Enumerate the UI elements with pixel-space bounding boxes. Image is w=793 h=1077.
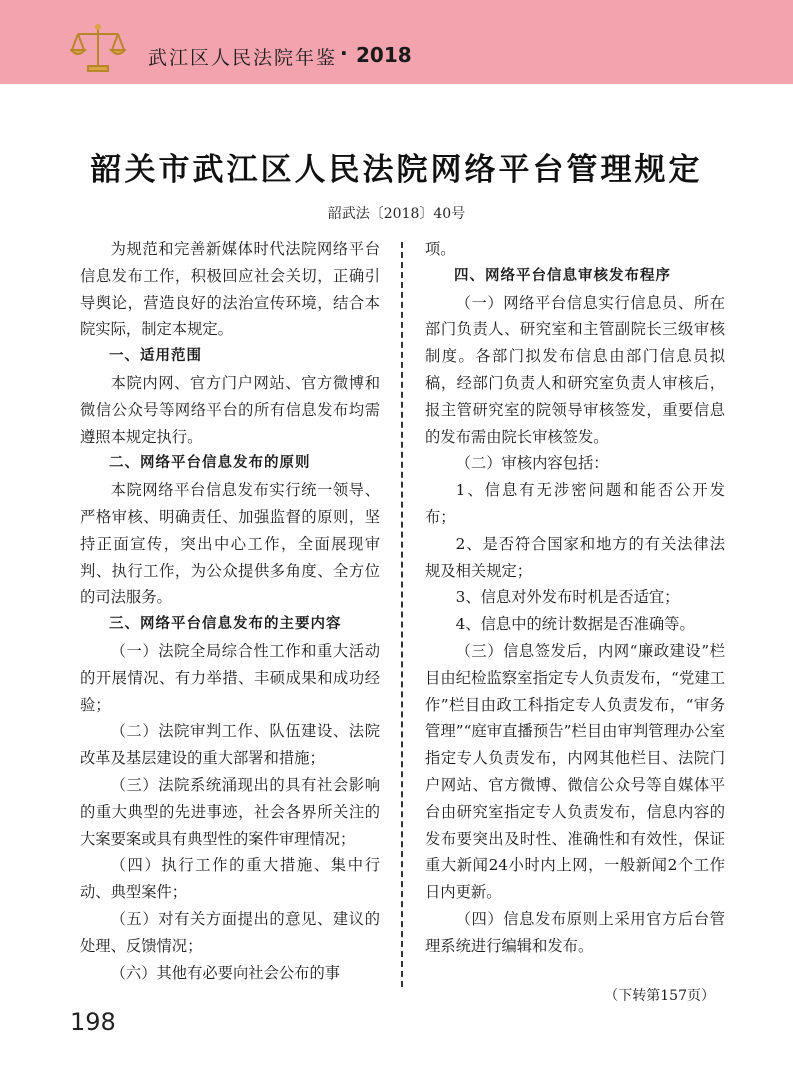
- list-item: 3、信息对外发布时机是否适宜；: [455, 588, 680, 607]
- yearbook-year: 2018: [356, 43, 412, 67]
- list-item: 1、信息有无涉密问题和能否公开发布；: [425, 481, 725, 526]
- list-item: （六）其他有必要向社会公布的事: [110, 963, 341, 982]
- list-item: （四）信息发布原则上采用官方后台管理系统进行编辑和发布。: [425, 909, 725, 955]
- right-column: [425, 236, 725, 960]
- document-number: 韶武法〔2018〕40号: [327, 206, 466, 222]
- paragraph: 本院内网、官方门户网站、官方微博和微信公众号等网络平台的所有信息发布均需遵照本规定执行。: [80, 373, 380, 446]
- yearbook-title: 武江区人民法院年鉴: [148, 47, 338, 69]
- document-title: 韶关市武江区人民法院网络平台管理规定: [90, 152, 703, 188]
- column-divider: [401, 242, 403, 987]
- list-item: （三）法院系统涌现出的具有社会影响的重大典型的先进事迹，社会各界所关注的大案要案或具有典型性的案件审理情况；: [80, 775, 380, 848]
- list-item: （三）信息签发后，内网“廉政建设”栏目由纪检监察室指定专人负责发布，“党建工作”栏目由政工科指定专人负责发布，“审务管理”“庭审直播预告”栏目由审判管理办公室指定专人负责发布，内网其他栏目、法院门户网站、官方微博、微信公众号等自媒体平台由研究室指定专人负责发布，信息内容的发布要突出及时性、准确性和有效性，保证重大新闻24小时内上网，一般新闻2个工作日内更新。: [425, 641, 725, 902]
- paragraph-intro: 为规范和完善新媒体时代法院网络平台信息发布工作，积极回应社会关切，正确引导舆论，营造良好的法治宣传环境，结合本院实际，制定本规定。: [80, 240, 380, 339]
- section-heading-4: 四、网络平台信息审核发布程序: [454, 267, 671, 284]
- list-item: 2、是否符合国家和地方的有关法律法规及相关规定；: [425, 534, 725, 580]
- section-heading-1: 一、适用范围: [109, 348, 202, 365]
- list-item: （四）执行工作的重大措施、集中行动、典型案件；: [80, 856, 380, 902]
- title-separator: ·: [340, 41, 348, 65]
- scales-of-justice-icon: [70, 22, 126, 74]
- list-item: （二）审核内容包括：: [455, 454, 609, 473]
- list-item: 4、信息中的统计数据是否准确等。: [455, 615, 695, 634]
- list-item: （二）法院审判工作、队伍建设、法院改革及基层建设的重大部署和措施；: [80, 722, 380, 768]
- page-number: 198: [70, 1008, 116, 1036]
- header-band: [0, 0, 793, 84]
- paragraph-continuation: 项。: [425, 240, 456, 258]
- paragraph: 本院网络平台信息发布实行统一领导、严格审核、明确责任、加强监督的原则，坚持正面宣传，突出中心工作，全面展现审判、执行工作，为公众提供多角度、全方位的司法服务。: [80, 481, 380, 607]
- list-item: （一）网络平台信息实行信息员、所在部门负责人、研究室和主管副院长三级审核制度。各部门拟发布信息由部门信息员拟稿，经部门负责人和研究室负责人审核后，报主管研究室的院领导审核签发，重要信息的发布需由院长审核签发。: [425, 293, 725, 446]
- list-item: （五）对有关方面提出的意见、建议的处理、反馈情况；: [80, 909, 380, 955]
- list-item: （一）法院全局综合性工作和重大活动的开展情况、有力举措、丰硕成果和成功经验；: [80, 641, 380, 714]
- continued-note: （下转第157页）: [604, 988, 715, 1004]
- left-column: [80, 236, 380, 986]
- section-heading-3: 三、网络平台信息发布的主要内容: [109, 616, 342, 633]
- section-heading-2: 二、网络平台信息发布的原则: [109, 455, 311, 472]
